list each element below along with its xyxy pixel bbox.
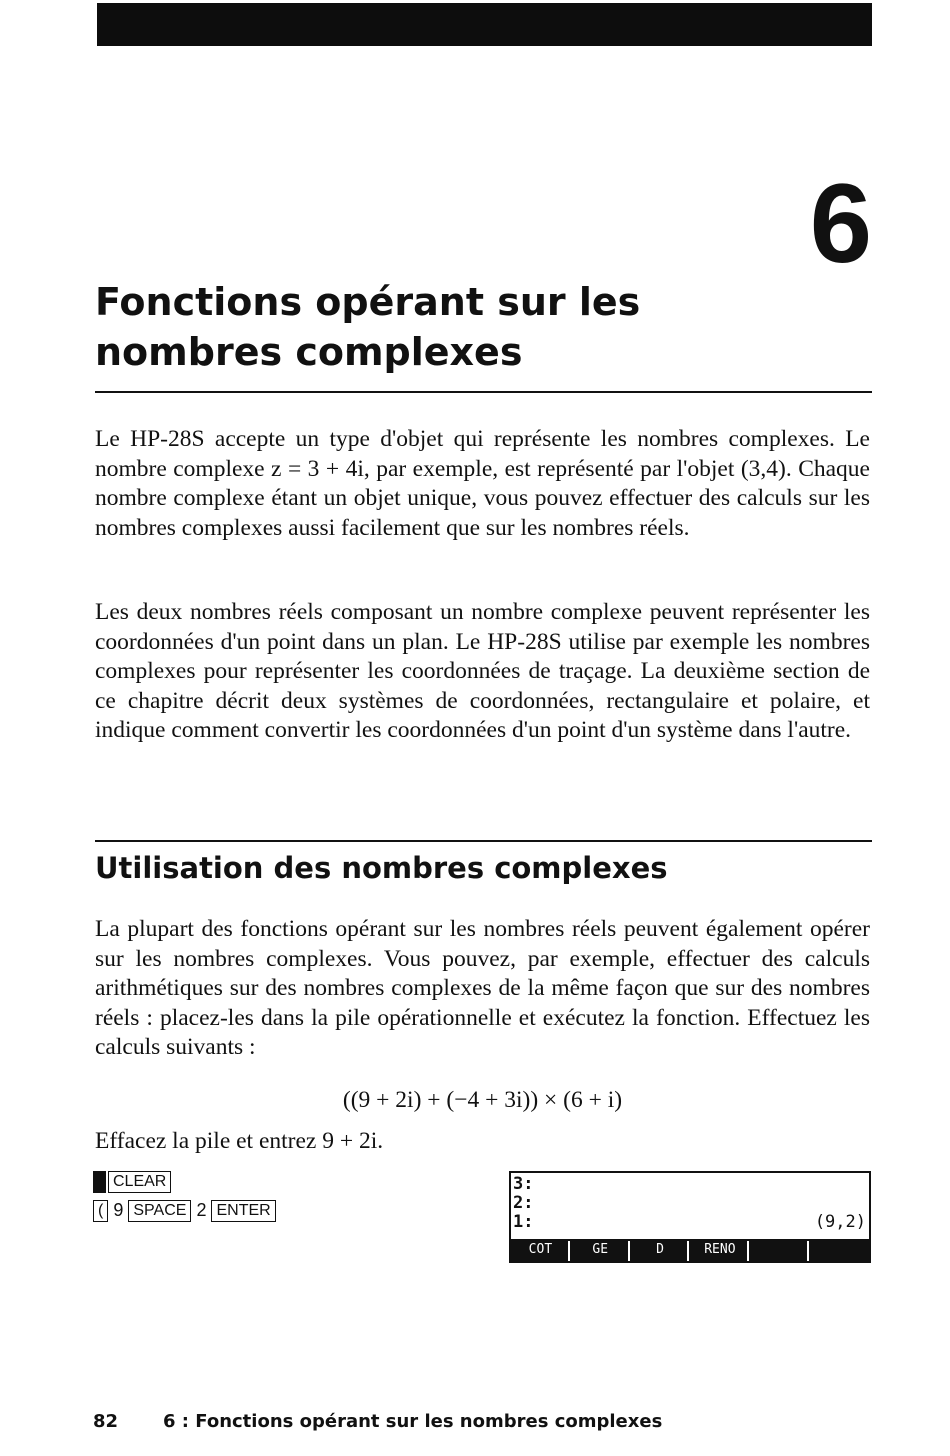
menu-key-6 xyxy=(812,1241,867,1261)
section-paragraph: La plupart des fonctions opérant sur les nombres réels peuvent également opérer sur les nombres complexes. Vous pouvez, par exemple, effectuer des calculs arithmétiques sur des nombres complexes de la même façon que sur des nombres réels : placez-les dans la pile opérationnelle et exécutez la fonction. Effectuez les calculs suivants : xyxy=(95,916,870,1061)
space-key: SPACE xyxy=(128,1200,191,1222)
formula: ((9 + 2i) + (−4 + 3i)) × (6 + i) xyxy=(342,1087,623,1113)
menu-key-4: RENO xyxy=(692,1241,749,1261)
stack-level-2: 2: xyxy=(513,1193,534,1213)
menu-key-1: COT xyxy=(513,1241,570,1261)
title-rule xyxy=(95,391,872,393)
enter-key: ENTER xyxy=(211,1200,275,1222)
stack-level-3: 3: xyxy=(513,1174,534,1194)
digit-9: 9 xyxy=(113,1200,124,1220)
page-number: 82 xyxy=(93,1411,119,1432)
clear-key: CLEAR xyxy=(108,1171,171,1193)
keystroke-line-1 xyxy=(93,1170,171,1193)
shift-key-icon xyxy=(93,1171,106,1193)
menu-key-5 xyxy=(752,1241,809,1261)
chapter-title-line1: Fonctions opérant sur les xyxy=(95,280,641,324)
stack-level-1: 1: (9,2) xyxy=(513,1212,866,1232)
digit-2: 2 xyxy=(196,1200,207,1220)
running-title: 6 : Fonctions opérant sur les nombres complexes xyxy=(163,1411,663,1432)
intro-paragraph-2: Les deux nombres réels composant un nombre complexe peuvent représenter les coordonnées d'un point dans un plan. Le HP-28S utilise par exemple les nombres complexes pour représenter les coordonnées de traçage. La deuxième section de ce chapitre décrit deux systèmes de coordonnées, rectangulaire et polaire, et indique comment convertir les coordonnées d'un point d'un système dans l'autre. xyxy=(95,599,870,744)
chapter-number: 6 xyxy=(809,161,872,286)
calculator-display xyxy=(509,1171,871,1263)
chapter-title xyxy=(95,277,815,377)
instruction-text: Effacez la pile et entrez 9 + 2i. xyxy=(95,1128,384,1154)
chapter-title-line2: nombres complexes xyxy=(95,330,523,374)
section-title: Utilisation des nombres complexes xyxy=(95,851,668,885)
menu-bar xyxy=(511,1239,869,1261)
intro-paragraph-1: Le HP-28S accepte un type d'objet qui représente les nombres complexes. Le nombre complexe z = 3 + 4i, par exemple, est représenté par l'objet (3,4). Chaque nombre complexe étant un objet unique, vous pouvez effectuer des calculs sur les nombres complexes aussi facilement que sur les nombres réels. xyxy=(95,426,870,541)
section-rule xyxy=(95,840,872,842)
menu-key-3: D xyxy=(633,1241,690,1261)
paren-key: ( xyxy=(93,1200,108,1222)
menu-key-2: GE xyxy=(573,1241,630,1261)
keystroke-line-2 xyxy=(93,1199,276,1222)
stack-level-1-value: (9,2) xyxy=(814,1212,866,1232)
chapter-header-bar xyxy=(97,3,872,46)
page-footer xyxy=(93,1411,662,1432)
